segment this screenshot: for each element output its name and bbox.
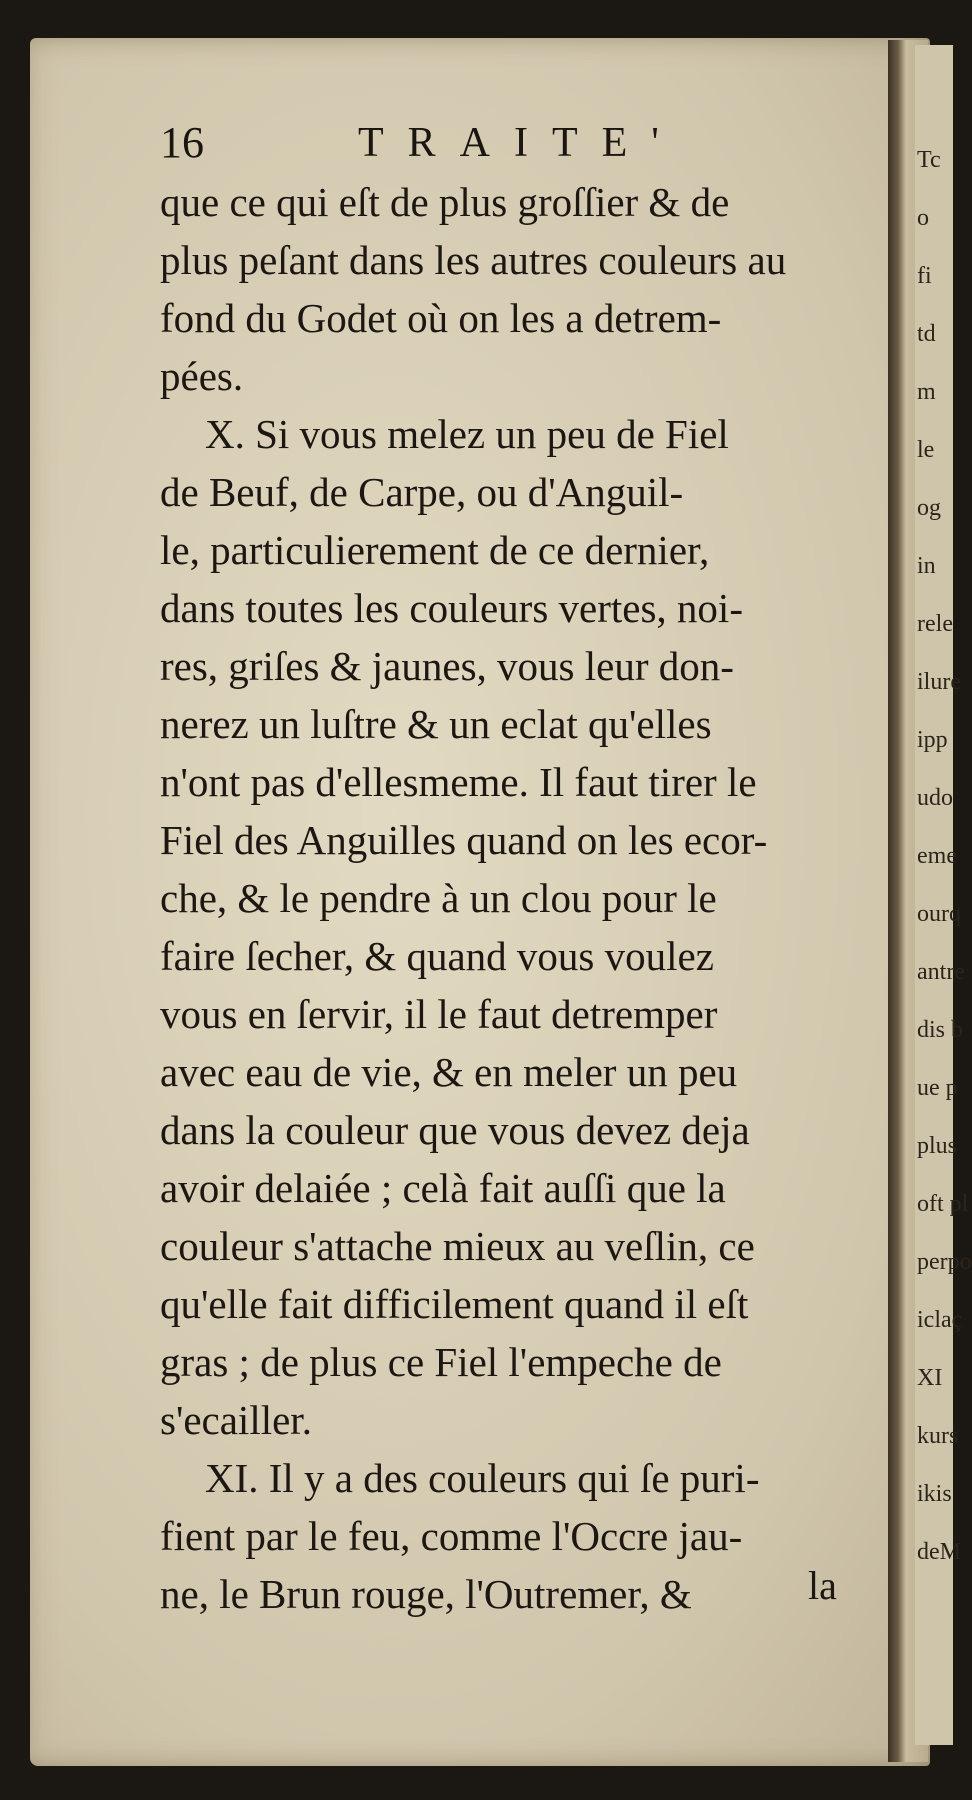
text-line: gras ; de plus ce Fiel l'empeche de <box>160 1339 722 1385</box>
text-line: vous en ſervir, il le faut detremper <box>160 991 718 1037</box>
text-line: fond du Godet où on les a detrem- <box>160 295 722 341</box>
text-line: de Beuf, de Carpe, ou d'Anguil- <box>160 469 684 515</box>
next-page-fragment: ikis <box>917 1481 952 1507</box>
text-line: pées. <box>160 353 244 399</box>
next-page-fragment: Tc <box>917 147 941 173</box>
next-page-fragment: kurs <box>917 1423 959 1449</box>
text-line: XI. Il y a des couleurs qui ſe puri- <box>205 1455 760 1501</box>
page-header <box>160 115 810 171</box>
text-line: res, griſes & jaunes, vous leur don- <box>160 643 734 689</box>
text-line: nerez un luſtre & un eclat qu'elles <box>160 701 712 747</box>
text-line: avoir delaiée ; celà fait auſſi que la <box>160 1165 726 1211</box>
next-page-fragment: antre <box>917 959 965 985</box>
next-page-fragment: m <box>917 379 936 405</box>
next-page-fragment: og <box>917 495 941 521</box>
text-line: que ce qui eſt de plus groſſier & de <box>160 179 730 225</box>
text-line: couleur s'attache mieux au veſlin, ce <box>160 1223 755 1269</box>
running-title: TRAITE' <box>358 120 683 166</box>
text-line: avec eau de vie, & en meler un peu <box>160 1049 738 1095</box>
next-page-fragment: plus <box>917 1133 958 1159</box>
text-line: n'ont pas d'ellesmeme. Il faut tirer le <box>160 759 757 805</box>
next-page-fragment: ipp <box>917 727 948 753</box>
text-line: qu'elle fait difficilement quand il eſt <box>160 1281 749 1327</box>
next-page-fragment: udo <box>917 785 953 811</box>
text-line: ne, le Brun rouge, l'Outremer, & <box>160 1571 692 1617</box>
next-page-fragment: dis b <box>917 1017 964 1043</box>
next-page-fragment: deM <box>917 1539 961 1565</box>
text-line: plus peſant dans les autres couleurs au <box>160 237 787 283</box>
text-line: X. Si vous melez un peu de Fiel <box>205 411 729 457</box>
next-page-fragment: le <box>917 437 935 463</box>
body-text <box>160 173 860 1623</box>
next-page-fragment: iclaç <box>917 1307 963 1333</box>
page-number: 16 <box>160 118 204 167</box>
next-page-fragment: ilure <box>917 669 961 695</box>
next-page-fragment: o <box>917 205 929 231</box>
text-line: le, particulierement de ce dernier, <box>160 527 710 573</box>
text-line: dans toutes les couleurs vertes, noi- <box>160 585 743 631</box>
text-line: faire ſecher, & quand vous voulez <box>160 933 714 979</box>
text-line: dans la couleur que vous devez deja <box>160 1107 750 1153</box>
next-page-fragment: ourq <box>917 901 961 927</box>
next-page-fragment: XI <box>917 1365 943 1391</box>
next-page-fragment: rele <box>917 611 953 637</box>
next-page-fragment: eme <box>917 843 957 869</box>
next-page-fragment: fi <box>917 263 932 289</box>
next-page-fragment: in <box>917 553 936 579</box>
next-page-fragment: oft pl <box>917 1191 969 1217</box>
catchword: la <box>808 1563 837 1608</box>
next-page-fragment: ue p <box>917 1075 958 1101</box>
next-page-edge <box>915 45 972 1745</box>
text-line: fient par le feu, comme l'Occre jau- <box>160 1513 743 1559</box>
text-line: s'ecailler. <box>160 1397 312 1443</box>
text-line: Fiel des Anguilles quand on les ecor- <box>160 817 768 863</box>
next-page-fragment: td <box>917 321 936 347</box>
next-page-fragment: perpo <box>917 1249 972 1275</box>
text-line: che, & le pendre à un clou pour le <box>160 875 717 921</box>
